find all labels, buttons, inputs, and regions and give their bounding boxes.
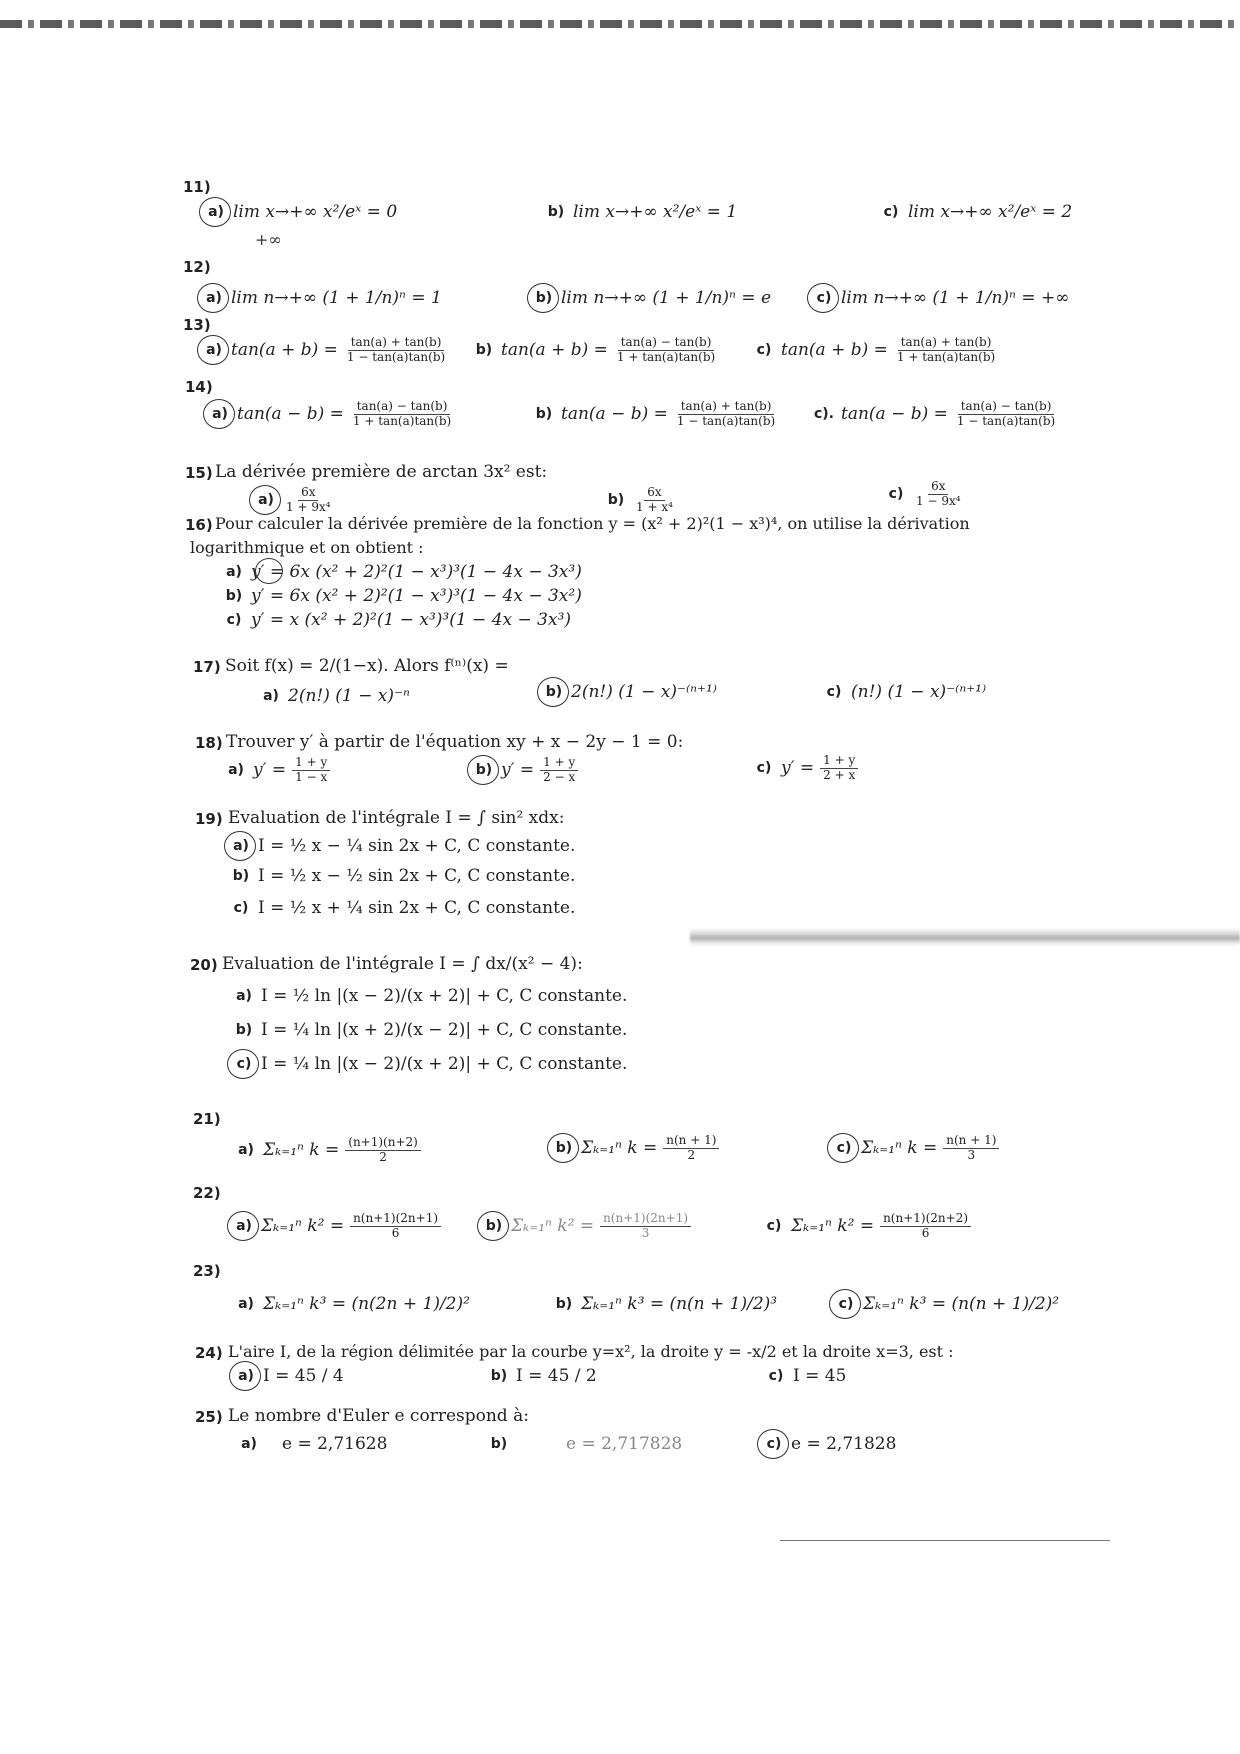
option-label: b) xyxy=(490,1436,508,1452)
option-11c[interactable] xyxy=(880,202,1072,222)
option-fraction xyxy=(350,400,454,429)
option-label: a) xyxy=(255,492,277,508)
option-label: b) xyxy=(235,1022,253,1038)
option-label: c) xyxy=(763,1436,785,1452)
option-16b[interactable] xyxy=(223,586,582,606)
denominator: 1 − tan(a)tan(b) xyxy=(956,413,1056,428)
option-label: c). xyxy=(813,406,834,423)
denominator: 6 xyxy=(391,1225,400,1240)
option-12c[interactable] xyxy=(813,288,1069,308)
option-fraction xyxy=(614,336,718,365)
question-number: 18) xyxy=(195,734,223,752)
numerator: 1 + y xyxy=(540,756,578,771)
question-number: 22) xyxy=(193,1184,221,1202)
option-19c[interactable] xyxy=(230,898,575,918)
option-16c[interactable] xyxy=(223,610,571,630)
option-23b[interactable] xyxy=(553,1294,777,1314)
option-19b[interactable] xyxy=(230,866,575,886)
option-label: b) xyxy=(607,492,625,509)
option-lhs: tan(a + b) = xyxy=(781,340,888,361)
option-11b[interactable] xyxy=(545,202,737,222)
option-label: a) xyxy=(226,564,242,580)
option-text: (n!) (1 − x)⁻⁽ⁿ⁺¹⁾ xyxy=(851,682,987,702)
option-label: b) xyxy=(483,1218,505,1234)
option-fraction xyxy=(283,486,334,515)
numerator: n(n+1)(2n+1) xyxy=(350,1212,441,1227)
option-17a[interactable] xyxy=(260,686,410,706)
question-text-line2: logarithmique et on obtient : xyxy=(190,538,424,557)
option-text: e = 2,71628 xyxy=(282,1434,388,1454)
option-18c[interactable] xyxy=(753,754,858,783)
option-lhs: Σₖ₌₁ⁿ k = xyxy=(861,1138,938,1159)
option-lhs: y′ = xyxy=(501,760,535,781)
question-number: 21) xyxy=(193,1110,221,1128)
question-text: Trouver y′ à partir de l'équation xy + x − 2y − 1 = 0: xyxy=(226,732,684,752)
option-lhs: Σₖ₌₁ⁿ k = xyxy=(581,1138,658,1159)
option-lhs: Σₖ₌₁ⁿ k² = xyxy=(261,1216,345,1237)
option-label: c) xyxy=(888,486,904,503)
numerator: n(n+1)(2n+1) xyxy=(600,1212,691,1227)
question-number: 13) xyxy=(183,316,211,334)
option-15a[interactable] xyxy=(255,486,334,515)
scan-smear xyxy=(690,928,1240,946)
question-text: Evaluation de l'intégrale I = ∫ dx/(x² − 4): xyxy=(222,954,583,974)
denominator: 1 + 9x⁴ xyxy=(286,499,331,514)
option-text: Σₖ₌₁ⁿ k³ = (n(2n + 1)/2)² xyxy=(263,1294,470,1314)
option-text: lim x→+∞ x²/eˣ = 1 xyxy=(573,202,738,222)
question-text: Soit f(x) = 2/(1−x). Alors f⁽ⁿ⁾(x) = xyxy=(225,656,509,676)
denominator: 1 + tan(a)tan(b) xyxy=(616,349,716,364)
option-label: c) xyxy=(768,1368,784,1384)
question-number: 17) xyxy=(193,658,221,676)
option-fraction xyxy=(633,486,676,515)
option-fraction xyxy=(894,336,998,365)
option-20a[interactable] xyxy=(233,986,627,1006)
option-lhs: Σₖ₌₁ⁿ k² = xyxy=(511,1216,595,1237)
option-fraction xyxy=(345,1136,421,1165)
numerator: tan(a) − tan(b) xyxy=(354,400,451,415)
option-13b[interactable] xyxy=(473,336,718,365)
question-number: 12) xyxy=(183,258,211,276)
option-lhs: Σₖ₌₁ⁿ k = xyxy=(263,1140,340,1161)
option-text: I = ¼ ln |(x − 2)/(x + 2)| + C, C constante. xyxy=(261,1054,628,1074)
question-number: 20) xyxy=(190,956,218,974)
option-11a[interactable] xyxy=(205,202,397,222)
numerator: n(n + 1) xyxy=(943,1134,999,1149)
option-24a[interactable] xyxy=(235,1366,344,1386)
denominator: 2 xyxy=(687,1147,696,1162)
question-number: 16) xyxy=(185,516,213,534)
option-label: b) xyxy=(535,406,553,423)
question-text: Le nombre d'Euler e correspond à: xyxy=(228,1406,529,1426)
answer-circle xyxy=(255,558,283,584)
option-label: b) xyxy=(232,868,250,884)
option-label: c) xyxy=(883,204,899,220)
option-label: a) xyxy=(230,838,252,854)
option-text: I = ½ x − ½ sin 2x + C, C constante. xyxy=(258,866,576,886)
option-13a[interactable] xyxy=(203,336,448,365)
option-fraction xyxy=(943,1134,999,1163)
option-label: c) xyxy=(226,612,242,628)
question-number: 24) xyxy=(195,1344,223,1362)
option-text: 2(n!) (1 − x)⁻ⁿ xyxy=(288,686,410,706)
option-12a[interactable] xyxy=(203,288,442,308)
option-14a[interactable] xyxy=(209,400,454,429)
option-label: b) xyxy=(475,342,493,359)
question-number: 15) xyxy=(185,464,213,482)
option-23a[interactable] xyxy=(235,1294,470,1314)
option-label: b) xyxy=(543,684,565,700)
option-label: a) xyxy=(203,342,225,358)
option-fraction xyxy=(344,336,448,365)
numerator: n(n + 1) xyxy=(663,1134,719,1149)
option-text: I = 45 xyxy=(793,1366,847,1386)
option-22b[interactable] xyxy=(483,1212,691,1241)
option-fraction xyxy=(674,400,778,429)
numerator: 6x xyxy=(298,486,318,501)
option-label: c) xyxy=(233,900,249,916)
denominator: 3 xyxy=(967,1147,976,1162)
option-label: a) xyxy=(203,290,225,306)
option-22a[interactable] xyxy=(233,1212,441,1241)
numerator: 6x xyxy=(644,486,664,501)
denominator: 1 − tan(a)tan(b) xyxy=(676,413,776,428)
option-23c[interactable] xyxy=(835,1294,1059,1314)
option-21b[interactable] xyxy=(553,1134,719,1163)
option-lhs: tan(a + b) = xyxy=(501,340,608,361)
numerator: tan(a) − tan(b) xyxy=(958,400,1055,415)
question-number: 19) xyxy=(195,810,223,828)
option-14c[interactable] xyxy=(813,400,1058,429)
option-label: c) xyxy=(233,1056,255,1072)
numerator: 1 + y xyxy=(820,754,858,769)
question-text: Evaluation de l'intégrale I = ∫ sin² xdx: xyxy=(228,808,565,828)
option-label: c) xyxy=(756,760,772,777)
option-25c[interactable] xyxy=(763,1434,896,1454)
option-fraction xyxy=(350,1212,441,1241)
option-label: a) xyxy=(236,988,252,1004)
option-label: b) xyxy=(553,1140,575,1156)
option-text: I = ¼ ln |(x + 2)/(x − 2)| + C, C constante. xyxy=(261,1020,628,1040)
numerator: tan(a) + tan(b) xyxy=(348,336,445,351)
option-fraction xyxy=(880,1212,971,1241)
option-lhs: y′ = xyxy=(781,758,815,779)
option-label: c) xyxy=(835,1296,857,1312)
option-label: b) xyxy=(547,204,565,220)
option-text: y′ = 6x (x² + 2)²(1 − x³)³(1 − 4x − 3x³) xyxy=(251,562,582,582)
denominator: 2 − x xyxy=(543,769,576,784)
numerator: 1 + y xyxy=(292,756,330,771)
option-text: I = ½ x + ¼ sin 2x + C, C constante. xyxy=(258,898,576,918)
denominator: 1 + x⁴ xyxy=(636,499,673,514)
numerator: 6x xyxy=(928,480,948,495)
option-fraction xyxy=(913,480,964,509)
denominator: 3 xyxy=(641,1225,650,1240)
option-text: e = 2,717828 xyxy=(566,1434,683,1454)
option-label: b) xyxy=(555,1296,573,1312)
option-text: y′ = 6x (x² + 2)²(1 − x³)³(1 − 4x − 3x²) xyxy=(251,586,582,606)
question-number: 25) xyxy=(195,1408,223,1426)
denominator: 1 − x xyxy=(295,769,328,784)
option-label: a) xyxy=(241,1436,257,1452)
option-text: lim x→+∞ x²/eˣ = 2 xyxy=(908,202,1073,222)
option-text: I = 45 / 4 xyxy=(263,1366,344,1386)
numerator: (n+1)(n+2) xyxy=(345,1136,421,1151)
option-fraction xyxy=(540,756,578,785)
option-15b[interactable] xyxy=(605,486,676,515)
option-13c[interactable] xyxy=(753,336,998,365)
denominator: 1 − tan(a)tan(b) xyxy=(346,349,446,364)
question-number: 14) xyxy=(185,378,213,396)
option-14b[interactable] xyxy=(533,400,778,429)
option-lhs: y′ = xyxy=(253,760,287,781)
option-lhs: tan(a + b) = xyxy=(231,340,338,361)
scan-edge-top xyxy=(0,20,1240,28)
scan-rule-bottom xyxy=(780,1540,1110,1541)
denominator: 1 − 9x⁴ xyxy=(916,493,961,508)
option-label: a) xyxy=(263,688,279,704)
option-18a[interactable] xyxy=(225,756,330,785)
option-label: c) xyxy=(756,342,772,359)
option-24c[interactable] xyxy=(765,1366,846,1386)
option-label: a) xyxy=(238,1142,254,1159)
option-label: b) xyxy=(225,588,243,604)
denominator: 1 + tan(a)tan(b) xyxy=(352,413,452,428)
option-24b[interactable] xyxy=(488,1366,597,1386)
denominator: 6 xyxy=(921,1225,930,1240)
option-15c[interactable] xyxy=(885,480,964,509)
option-12b[interactable] xyxy=(533,288,771,308)
option-label: b) xyxy=(533,290,555,306)
option-label: b) xyxy=(490,1368,508,1384)
question-text: La dérivée première de arctan 3x² est: xyxy=(215,462,548,482)
option-22c[interactable] xyxy=(763,1212,971,1241)
question-number: 11) xyxy=(183,178,211,196)
option-20c[interactable] xyxy=(233,1054,627,1074)
option-25a[interactable] xyxy=(238,1434,387,1454)
option-text: e = 2,71828 xyxy=(791,1434,897,1454)
option-25b[interactable] xyxy=(488,1434,682,1454)
option-label: a) xyxy=(209,406,231,422)
option-text: I = ½ x − ¼ sin 2x + C, C constante. xyxy=(258,836,576,856)
option-text: lim n→+∞ (1 + 1/n)ⁿ = +∞ xyxy=(841,288,1070,308)
option-label: a) xyxy=(228,762,244,779)
option-text: lim n→+∞ (1 + 1/n)ⁿ = 1 xyxy=(231,288,442,308)
option-label: a) xyxy=(238,1296,254,1312)
option-text: lim x→+∞ x²/eˣ = 0 xyxy=(233,202,398,222)
option-text: I = 45 / 2 xyxy=(516,1366,597,1386)
option-18b[interactable] xyxy=(473,756,578,785)
denominator: 2 + x xyxy=(823,767,856,782)
numerator: n(n+1)(2n+2) xyxy=(880,1212,971,1227)
denominator: 2 xyxy=(379,1149,387,1164)
denominator: 1 + tan(a)tan(b) xyxy=(896,349,996,364)
option-lhs: tan(a − b) = xyxy=(237,404,344,425)
question-text: Pour calculer la dérivée première de la fonction y = (x² + 2)²(1 − x³)⁴, on utilise la dérivation xyxy=(215,514,970,533)
option-fraction xyxy=(292,756,330,785)
option-fraction xyxy=(600,1212,691,1241)
option-fraction xyxy=(663,1134,719,1163)
option-text: I = ½ ln |(x − 2)/(x + 2)| + C, C constante. xyxy=(261,986,628,1006)
option-label: c) xyxy=(826,684,842,700)
option-label: a) xyxy=(205,204,227,220)
handwritten-note: +∞ xyxy=(255,230,282,249)
option-lhs: Σₖ₌₁ⁿ k² = xyxy=(791,1216,875,1237)
option-lhs: tan(a − b) = xyxy=(561,404,668,425)
option-fraction xyxy=(820,754,858,783)
option-fraction xyxy=(954,400,1058,429)
option-text: y′ = x (x² + 2)²(1 − x³)³(1 − 4x − 3x³) xyxy=(251,610,572,630)
option-17c[interactable] xyxy=(823,682,986,702)
option-label: a) xyxy=(233,1218,255,1234)
numerator: tan(a) + tan(b) xyxy=(898,336,995,351)
numerator: tan(a) + tan(b) xyxy=(678,400,775,415)
option-text: Σₖ₌₁ⁿ k³ = (n(n + 1)/2)³ xyxy=(581,1294,778,1314)
option-label: a) xyxy=(235,1368,257,1384)
option-lhs: tan(a − b) = xyxy=(841,404,948,425)
option-label: c) xyxy=(833,1140,855,1156)
option-label: c) xyxy=(766,1218,782,1235)
option-21c[interactable] xyxy=(833,1134,999,1163)
option-label: c) xyxy=(813,290,835,306)
option-20b[interactable] xyxy=(233,1020,627,1040)
option-17b[interactable] xyxy=(543,682,717,702)
option-text: 2(n!) (1 − x)⁻⁽ⁿ⁺¹⁾ xyxy=(571,682,717,702)
option-text: lim n→+∞ (1 + 1/n)ⁿ = e xyxy=(561,288,772,308)
question-number: 23) xyxy=(193,1262,221,1280)
option-21a[interactable] xyxy=(235,1136,421,1165)
option-text: Σₖ₌₁ⁿ k³ = (n(n + 1)/2)² xyxy=(863,1294,1060,1314)
numerator: tan(a) − tan(b) xyxy=(618,336,715,351)
option-label: b) xyxy=(473,762,495,778)
option-19a[interactable] xyxy=(230,836,575,856)
question-text: L'aire I, de la région délimitée par la courbe y=x², la droite y = -x/2 et la droite x=3, est : xyxy=(228,1342,954,1361)
